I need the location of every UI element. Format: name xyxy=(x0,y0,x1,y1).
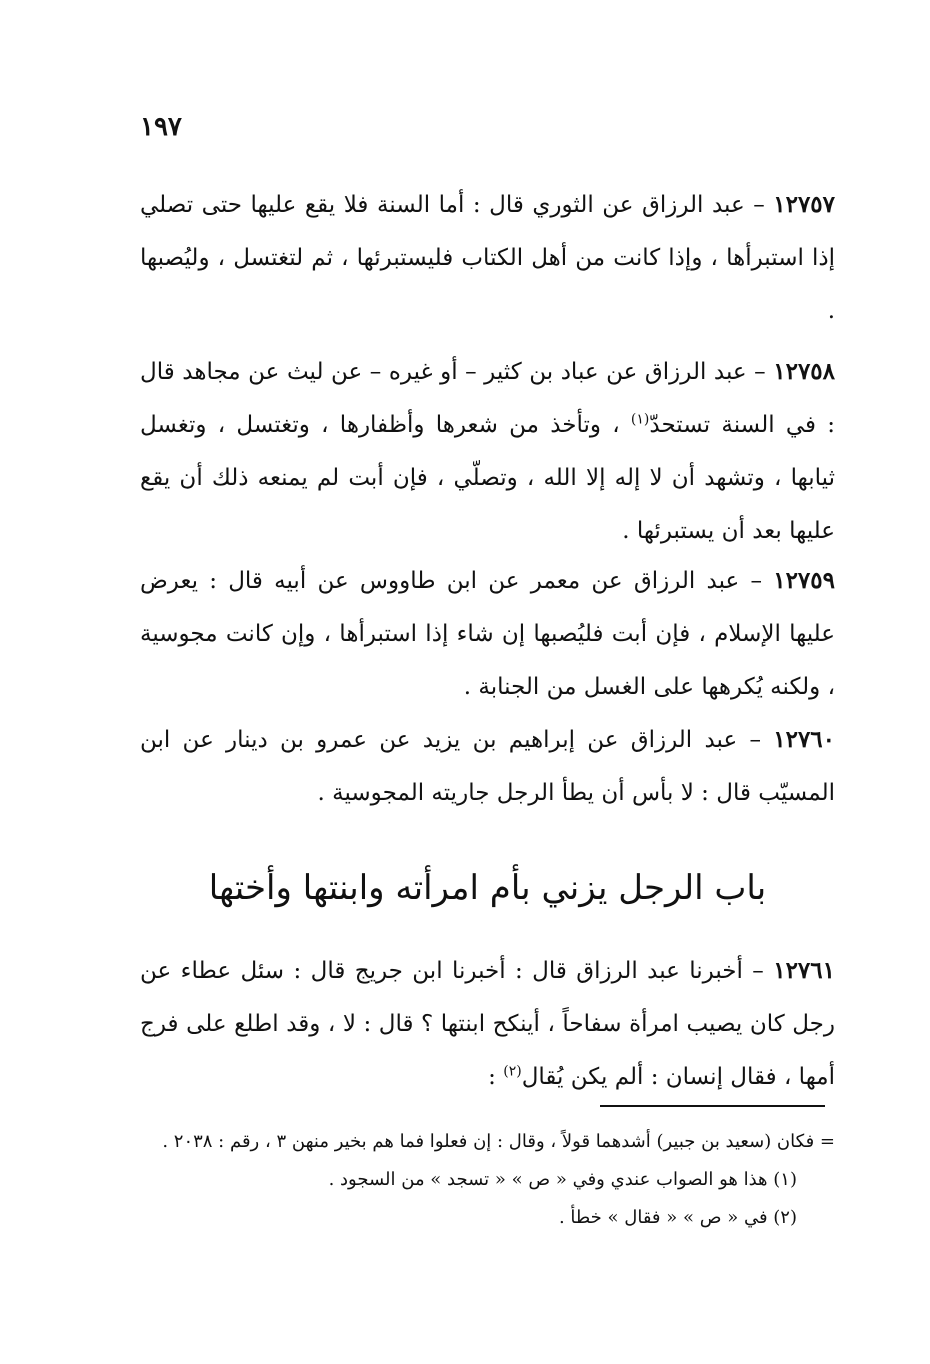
footnote-marker: (٢) xyxy=(503,1063,522,1080)
hadith-paragraph xyxy=(140,554,835,714)
hadith-paragraph xyxy=(140,178,835,338)
page-number: ١٩٧ xyxy=(140,112,182,142)
hadith-number: ١٢٧٦١ xyxy=(773,957,835,984)
hadith-paragraph xyxy=(140,944,835,1104)
hadith-text: ، وتأخذ من شعرها وأظفارها ، وتغتسل ، وتغسل ثيابها ، وتشهد أن لا إله إلا الله ، وتصلّي ، فإن أبت لم يمنعه ذلك أن يقع عليها بعد أن يستبرئها . xyxy=(140,412,835,544)
hadith-number: ١٢٧٥٨ xyxy=(773,358,836,385)
hadith-text: – عبد الرزاق عن إبراهيم بن يزيد عن عمرو بن دينار عن ابن المسيّب قال : لا بأس أن يطأ الرجل جاريته المجوسية . xyxy=(140,727,835,806)
footnote-continuation: = فكان (سعيد بن جبير) أشدهما قولاً ، وقال : إن فعلوا فما هم بخير منهن ٣ ، رقم : ٢٠٣٨ . xyxy=(162,1131,835,1152)
hadith-text: : xyxy=(488,1064,496,1090)
hadith-text: – أخبرنا عبد الرزاق قال : أخبرنا ابن جريج قال : سئل عطاء عن رجل كان يصيب امرأة سفاحاً ، أينكح ابنتها ؟ قال : لا ، وقد اطلع على فرج أمها ، فقال إنسان : ألم يكن يُقال xyxy=(140,958,835,1090)
hadith-paragraph xyxy=(140,713,835,820)
hadith-text: – عبد الرزاق عن الثوري قال : أما السنة فلا يقع عليها حتى تصلي إذا استبرأها ، وإذا كانت من أهل الكتاب فليستبرئها ، ثم لتغتسل ، وليُصبها . xyxy=(140,192,835,324)
hadith-text: – عبد الرزاق عن معمر عن ابن طاووس عن أبيه قال : يعرض عليها الإسلام ، فإن أبت فليُصبها إن شاء إذا استبرأها ، وإن كانت مجوسية ، ولكنه يُكرهها على الغسل من الجنابة . xyxy=(140,568,835,700)
footnotes xyxy=(140,1123,835,1237)
footnote-1: (١) هذا هو الصواب عندي وفي « ص » « تسجد » من السجود . xyxy=(328,1169,797,1190)
hadith-paragraph xyxy=(140,345,835,558)
hadith-number: ١٢٧٥٩ xyxy=(773,567,835,594)
chapter-heading: باب الرجل يزني بأم امرأته وابنتها وأختها xyxy=(208,868,767,908)
footnote-divider xyxy=(600,1105,825,1107)
footnote-marker: (١) xyxy=(630,411,650,428)
hadith-number: ١٢٧٥٧ xyxy=(773,191,836,218)
hadith-number: ١٢٧٦٠ xyxy=(773,726,836,753)
hadith-text: – عبد الرزاق عن عباد بن كثير – أو غيره – عن ليث عن مجاهد قال : في السنة تستحدّ xyxy=(140,359,835,438)
footnote-2: (٢) في « ص » « فقال » خطأ . xyxy=(558,1207,797,1228)
